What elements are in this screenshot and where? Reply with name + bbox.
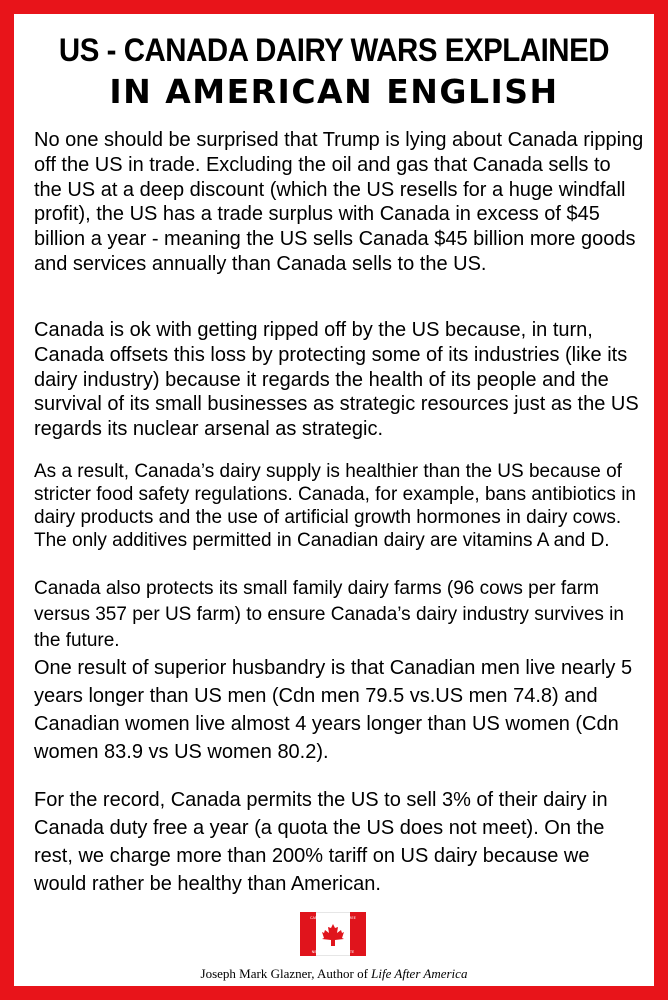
paragraph-life-expectancy: One result of superior husbandry is that Canadian men live nearly 5 years longer than US men (Cdn men 79.5 vs.US men 74.8) and Canadian women live almost 4 years longer than US women (Cdn women 83.9 vs US women 80.2). [34, 657, 633, 763]
flag-bottom-text: NEVER THE 51ST STATE [311, 950, 355, 954]
book-title: Life After America [371, 966, 468, 981]
poster [14, 14, 654, 986]
canada-flag-icon [300, 912, 366, 956]
title-line-2: IN AMERICAN ENGLISH [109, 72, 559, 111]
paragraph-tariff: For the record, Canada permits the US to sell 3% of their dairy in Canada duty free a year (a quota the US does not meet). On the rest, we charge more than 200% tariff on US dairy because we would rather be healthy than American. [34, 789, 608, 895]
author-credit [14, 966, 654, 982]
paragraph-food-safety: As a result, Canada’s dairy supply is healthier than the US because of stricter food safety regulations. Canada, for example, bans antibiotics in dairy products and the use of artificial growth hormones in dairy cows. The only additives permitted in Canadian dairy are vitamins A and D. [34, 461, 636, 551]
flag-top-text: CANADA STRONG & FREE [310, 916, 356, 920]
paragraph-family-farms: Canada also protects its small family dairy farms (96 cows per farm versus 357 per US farm) to ensure Canada’s dairy industry survives in the future. [34, 578, 624, 651]
paragraph-protection: Canada is ok with getting ripped off by the US because, in turn, Canada offsets this loss by protecting some of its industries (like its dairy industry) because it regards the health of its people and the survival of its small businesses as strategic resources just as the US regards its nuclear arsenal as strategic. [34, 319, 639, 441]
author-name: Joseph Mark Glazner, Author of [200, 966, 372, 981]
title-line-1: US - CANADA DAIRY WARS EXPLAINED [58, 32, 610, 68]
paragraph-trade-surplus: No one should be surprised that Trump is lying about Canada ripping off the US in trade. Excluding the oil and gas that Canada sells to the US at a deep discount (which the US resells for a huge windfall profit), the US has a trade surplus with Canada in excess of $45 billion a year - meaning the US sells Canada $45 billion more goods and services annually than Canada sells to the US. [34, 129, 644, 275]
